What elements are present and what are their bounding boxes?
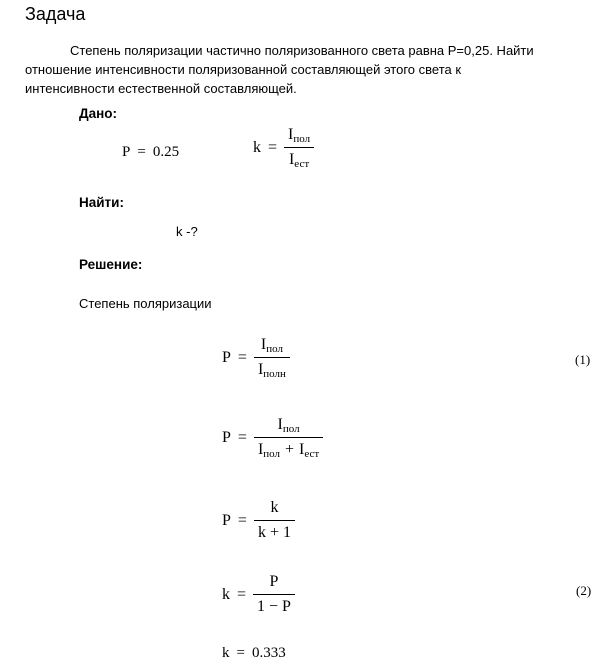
fraction-denominator (254, 358, 290, 379)
find-expression: k -? (176, 224, 198, 239)
equals-sign: = (236, 645, 245, 661)
term-subscript: пол (282, 423, 300, 435)
equals-sign: = (268, 138, 278, 156)
problem-statement (25, 41, 590, 98)
math-lhs: k (253, 138, 261, 156)
math-lhs: P (222, 428, 231, 446)
fraction-denominator: k + 1 (257, 524, 291, 541)
solution-heading: Решение: (79, 257, 143, 272)
fraction (284, 126, 314, 169)
math-lhs: k (222, 585, 230, 603)
fraction (253, 573, 295, 616)
math-lhs: P (122, 144, 131, 160)
term-subscript: пол (293, 133, 311, 145)
solution-intro: Степень поляризации (79, 296, 212, 311)
equals-sign: = (237, 511, 247, 529)
equation-1-number: (1) (575, 352, 591, 367)
term-base: I (299, 441, 305, 458)
term-subscript: ест (304, 448, 320, 460)
fraction (254, 336, 290, 379)
math-lhs: P (222, 348, 231, 366)
equation-4 (222, 573, 295, 616)
fraction-numerator (284, 126, 314, 148)
fraction-denominator: 1 − P (257, 598, 291, 615)
problem-line: Степень поляризации частично поляризованного света равна P=0,25. Найти (70, 43, 534, 58)
equation-3 (222, 499, 295, 542)
equation-1 (222, 336, 290, 379)
term-base: I (257, 361, 264, 378)
given-p-equation (122, 144, 179, 161)
equation-2-number: (2) (576, 583, 592, 598)
fraction-numerator (254, 416, 323, 438)
equals-sign: = (237, 348, 247, 366)
term-subscript: полн (263, 368, 286, 380)
page-title: Задача (25, 4, 86, 24)
term-subscript: ест (294, 158, 310, 170)
math-lhs: P (222, 511, 231, 529)
term-base: I (257, 441, 264, 458)
fraction-numerator (254, 336, 290, 358)
fraction-numerator: P (253, 573, 295, 595)
result-equation (222, 645, 286, 662)
term-base: I (288, 126, 294, 143)
fraction-numerator: k (254, 499, 295, 521)
math-value: 0.333 (251, 645, 286, 661)
equation-2 (222, 416, 323, 459)
term-subscript: пол (266, 343, 283, 355)
term-base: I (277, 416, 283, 433)
fraction-denominator (284, 148, 314, 169)
math-lhs: k (222, 645, 230, 661)
problem-line: отношение интенсивности поляризованной составляющей этого света к (25, 62, 462, 77)
fraction (254, 499, 295, 542)
equals-sign: = (237, 585, 247, 603)
math-value: 0.25 (152, 144, 180, 160)
find-heading: Найти: (79, 195, 124, 210)
term-subscript: пол (263, 448, 280, 460)
given-k-equation (253, 126, 314, 169)
problem-line: интенсивности естественной составляющей. (25, 81, 297, 96)
equals-sign: = (237, 428, 247, 446)
fraction (254, 416, 323, 459)
given-heading: Дано: (79, 106, 118, 121)
term-base: I (260, 336, 267, 353)
term-base: I (288, 151, 295, 168)
equals-sign: = (137, 144, 146, 160)
fraction-denominator (254, 438, 323, 459)
plus-operator: + (285, 441, 295, 458)
